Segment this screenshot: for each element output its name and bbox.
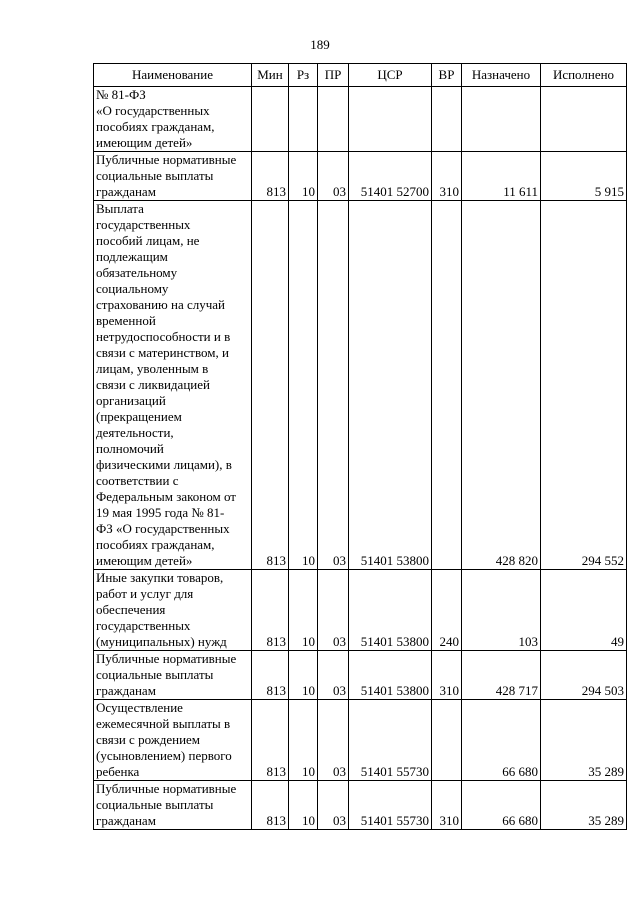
row-min-cell: 813 — [252, 152, 289, 201]
table-header-row — [94, 64, 627, 87]
row-planned-cell: 103 — [462, 570, 541, 651]
row-pr-cell: 03 — [318, 651, 349, 700]
header-rz: Рз — [289, 64, 318, 87]
row-planned-cell — [462, 87, 541, 152]
table-row — [94, 87, 627, 152]
row-vr-cell — [432, 201, 462, 570]
row-executed-cell: 5 915 — [541, 152, 627, 201]
row-planned-cell: 428 820 — [462, 201, 541, 570]
row-csr-cell: 51401 55730 — [349, 700, 432, 781]
table-row — [94, 651, 627, 700]
table-row — [94, 201, 627, 570]
row-pr-cell: 03 — [318, 152, 349, 201]
row-vr-cell: 310 — [432, 781, 462, 830]
row-vr-cell — [432, 87, 462, 152]
header-pr: ПР — [318, 64, 349, 87]
header-vr: ВР — [432, 64, 462, 87]
row-min-cell: 813 — [252, 570, 289, 651]
row-executed-cell: 294 503 — [541, 651, 627, 700]
row-rz-cell: 10 — [289, 152, 318, 201]
page-number: 189 — [310, 37, 330, 52]
header-name: Наименование — [94, 64, 252, 87]
row-pr-cell: 03 — [318, 570, 349, 651]
row-csr-cell: 51401 53800 — [349, 651, 432, 700]
row-executed-cell: 35 289 — [541, 700, 627, 781]
row-executed-cell — [541, 87, 627, 152]
row-name-cell: Публичные нормативные социальные выплаты гражданам — [94, 651, 252, 700]
row-csr-cell: 51401 52700 — [349, 152, 432, 201]
row-vr-cell: 240 — [432, 570, 462, 651]
row-name-cell: Публичные нормативные социальные выплаты гражданам — [94, 781, 252, 830]
row-min-cell — [252, 87, 289, 152]
row-pr-cell: 03 — [318, 201, 349, 570]
row-planned-cell: 11 611 — [462, 152, 541, 201]
row-executed-cell: 35 289 — [541, 781, 627, 830]
row-rz-cell: 10 — [289, 700, 318, 781]
row-csr-cell: 51401 55730 — [349, 781, 432, 830]
table-row — [94, 570, 627, 651]
row-rz-cell: 10 — [289, 651, 318, 700]
row-csr-cell: 51401 53800 — [349, 570, 432, 651]
table-row — [94, 152, 627, 201]
row-vr-cell: 310 — [432, 152, 462, 201]
row-pr-cell: 03 — [318, 781, 349, 830]
row-min-cell: 813 — [252, 201, 289, 570]
row-rz-cell: 10 — [289, 570, 318, 651]
row-name-cell: № 81-ФЗ «О государственных пособиях гражданам, имеющим детей» — [94, 87, 252, 152]
row-planned-cell: 66 680 — [462, 781, 541, 830]
row-name-cell: Осуществление ежемесячной выплаты в связи с рождением (усыновлением) первого ребенка — [94, 700, 252, 781]
row-csr-cell: 51401 53800 — [349, 201, 432, 570]
row-pr-cell — [318, 87, 349, 152]
row-min-cell: 813 — [252, 651, 289, 700]
header-csr: ЦСР — [349, 64, 432, 87]
header-planned: Назначено — [462, 64, 541, 87]
row-planned-cell: 428 717 — [462, 651, 541, 700]
table-row — [94, 700, 627, 781]
row-planned-cell: 66 680 — [462, 700, 541, 781]
row-pr-cell: 03 — [318, 700, 349, 781]
header-min: Мин — [252, 64, 289, 87]
row-rz-cell: 10 — [289, 781, 318, 830]
row-name-cell: Иные закупки товаров, работ и услуг для обеспечения государственных (муниципальных) нужд — [94, 570, 252, 651]
row-executed-cell: 49 — [541, 570, 627, 651]
row-rz-cell: 10 — [289, 201, 318, 570]
row-rz-cell — [289, 87, 318, 152]
header-executed: Исполнено — [541, 64, 627, 87]
row-min-cell: 813 — [252, 781, 289, 830]
row-vr-cell: 310 — [432, 651, 462, 700]
row-vr-cell — [432, 700, 462, 781]
row-min-cell: 813 — [252, 700, 289, 781]
budget-table — [93, 63, 627, 830]
row-name-cell: Выплата государственных пособий лицам, не подлежащим обязательному социальному страхованию на случай временной нетрудоспособности и в связи с материнством, и лицам, уволенным в связи с ликвидацией организаций (прекращением деятельности, полномочий физическими лицами), в соответствии с Федеральным законом от 19 мая 1995 года № 81- ФЗ «О государственных пособиях гражданам, имеющим детей» — [94, 201, 252, 570]
row-name-cell: Публичные нормативные социальные выплаты гражданам — [94, 152, 252, 201]
table-row — [94, 781, 627, 830]
row-csr-cell — [349, 87, 432, 152]
row-executed-cell: 294 552 — [541, 201, 627, 570]
